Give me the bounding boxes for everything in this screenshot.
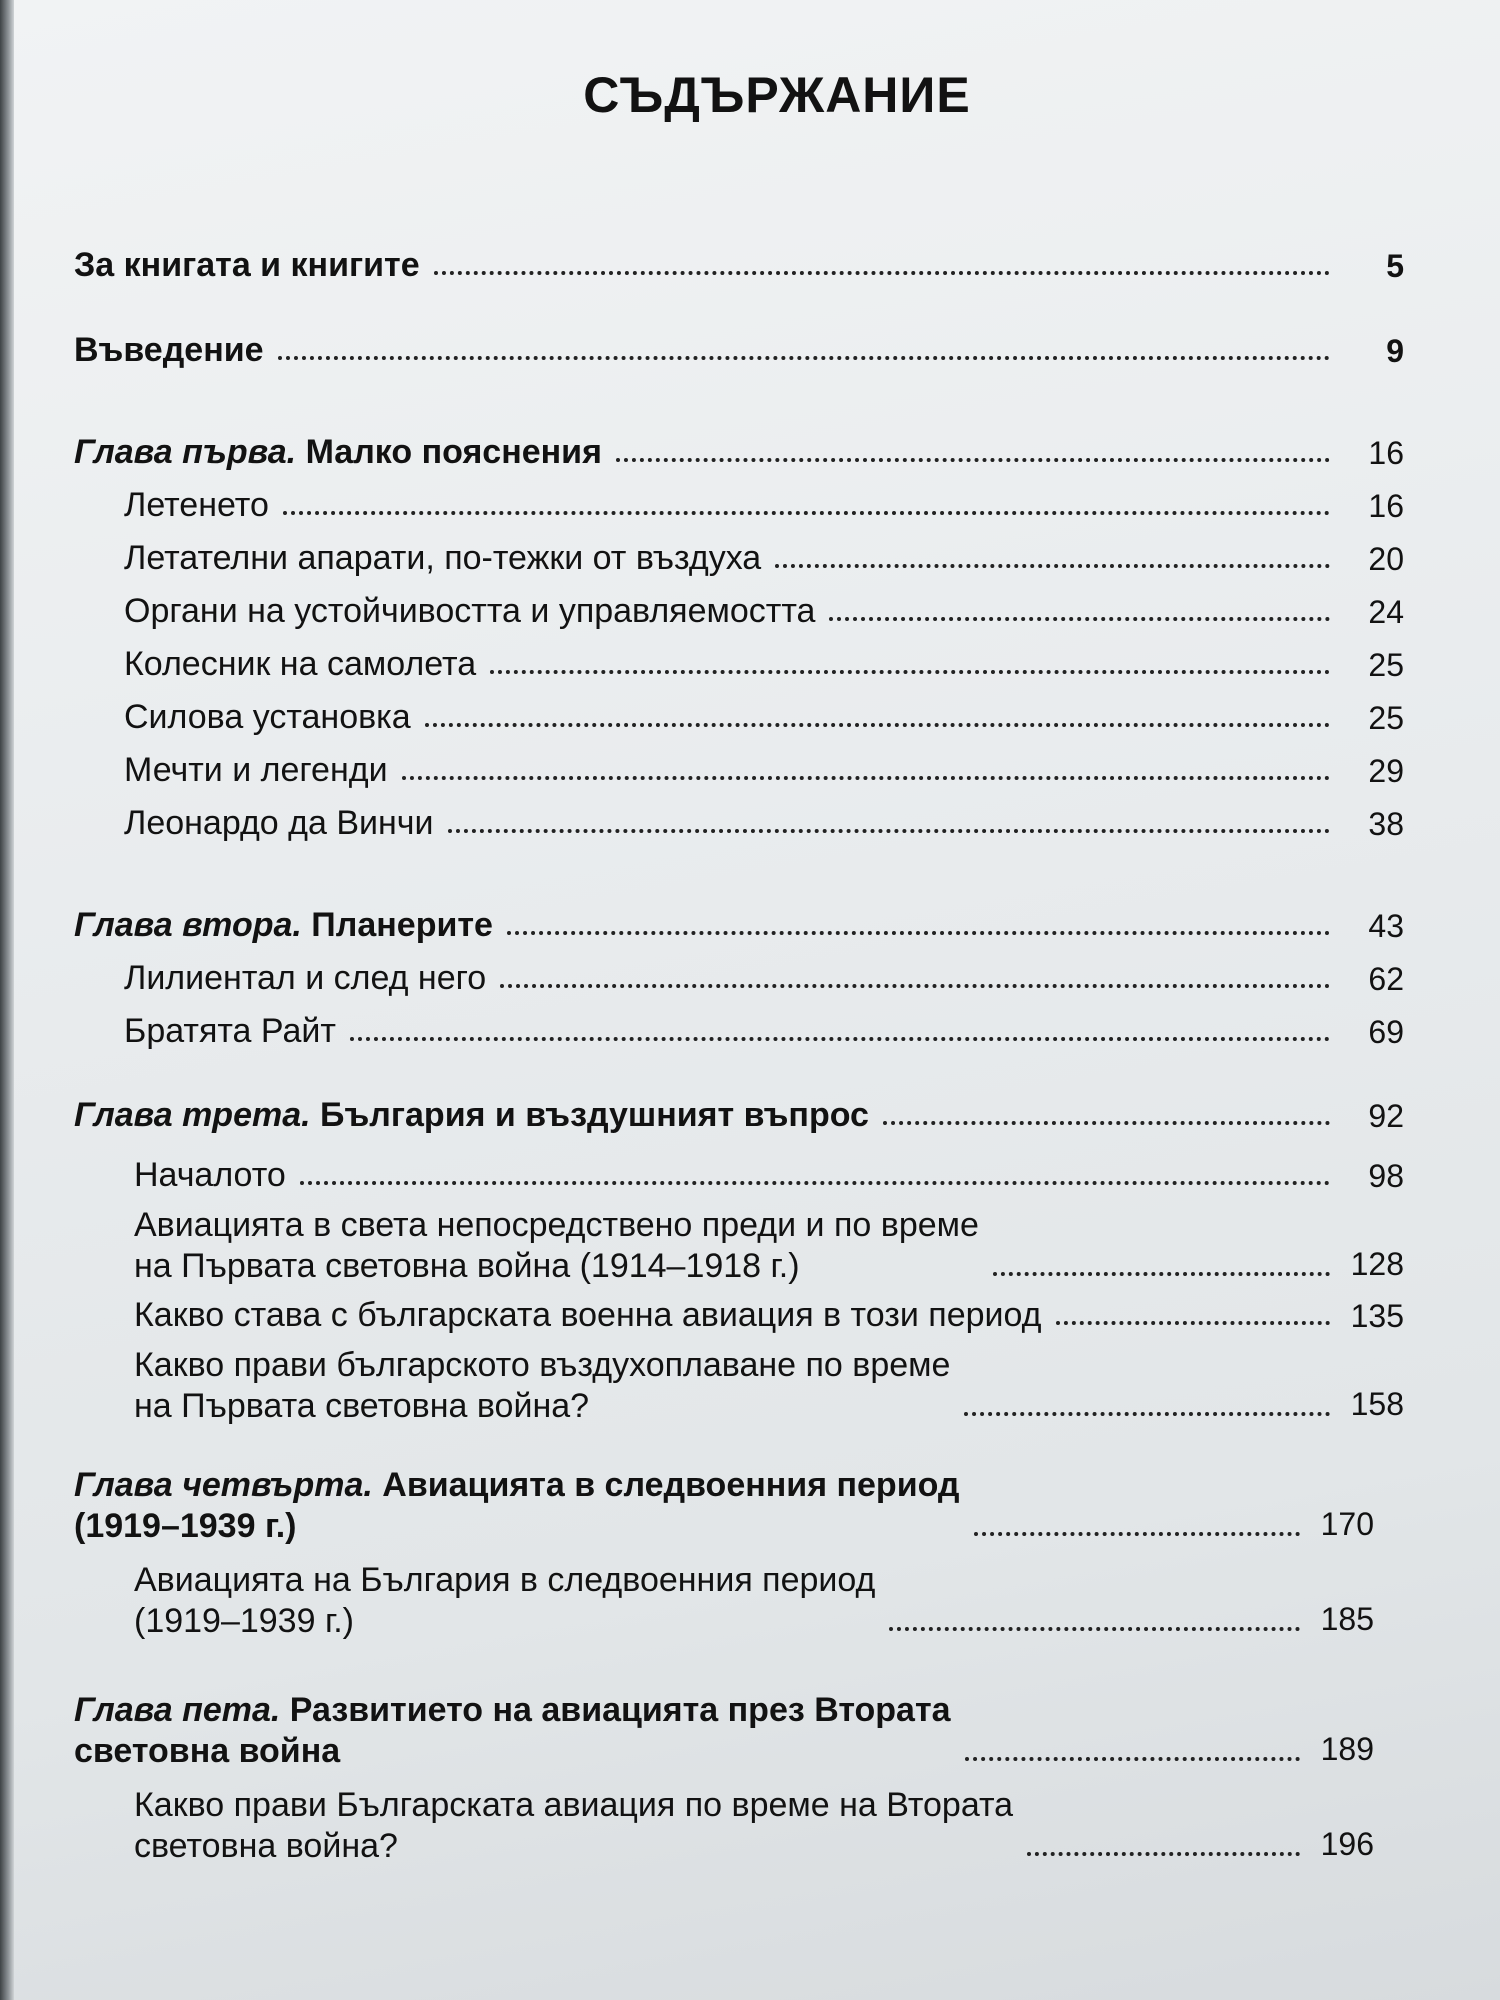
toc-page-number: 98 <box>1368 1158 1404 1195</box>
toc-item-line: Какво прави българското въздухоплаване по време <box>134 1346 951 1384</box>
page-title: СЪДЪРЖАНИЕ <box>583 67 971 123</box>
chapter-label: Глава пета. <box>74 1691 281 1729</box>
toc-item[interactable] <box>134 1560 1374 1642</box>
chapter-title: световна война <box>74 1731 341 1770</box>
toc-entry-about-book[interactable] <box>74 245 1404 286</box>
toc-item[interactable] <box>134 1295 1404 1336</box>
toc-item-line: световна война? <box>134 1826 398 1865</box>
chapter-heading <box>74 432 602 473</box>
toc-page-number: 29 <box>1368 753 1404 790</box>
toc-item-title: Братята Райт <box>124 1012 336 1050</box>
toc-chapter-2[interactable] <box>74 905 1404 946</box>
toc-item[interactable] <box>134 1155 1404 1196</box>
chapter-title: Планерите <box>311 906 493 944</box>
toc-chapter-4[interactable] <box>74 1465 1374 1547</box>
dot-leader <box>300 1181 1330 1185</box>
toc-page-number: 158 <box>1350 1386 1404 1422</box>
toc-item-title: Лилиентал и след него <box>124 959 487 997</box>
toc-item[interactable] <box>124 697 1404 738</box>
toc-chapter-1[interactable] <box>74 432 1404 473</box>
toc-item-title: Летенето <box>124 486 269 524</box>
toc-item-line: на Първата световна война (1914–1918 г.) <box>134 1246 800 1285</box>
chapter-title: България и въздушният въпрос <box>320 1096 869 1134</box>
toc-page-number: 135 <box>1350 1298 1404 1335</box>
dot-leader <box>507 931 1330 935</box>
toc-page-number: 25 <box>1368 647 1404 684</box>
toc-item-title <box>134 1205 979 1287</box>
toc-item-title <box>134 1785 1013 1867</box>
toc-item-title: Органи на устойчивостта и управляемостта <box>124 592 816 630</box>
toc-item-title: Какво става с българската военна авиация в този период <box>134 1296 1042 1334</box>
dot-leader <box>883 1121 1330 1125</box>
dot-leader <box>829 617 1330 621</box>
chapter-label: Глава втора. <box>74 906 302 944</box>
toc-item-title: Началото <box>134 1156 286 1194</box>
chapter-heading <box>74 1465 960 1547</box>
toc-page-number: 20 <box>1368 541 1404 578</box>
dot-leader <box>1027 1852 1300 1856</box>
toc-item-title <box>134 1345 950 1427</box>
toc-page-number: 16 <box>1368 435 1404 472</box>
toc-page-number: 170 <box>1320 1506 1374 1542</box>
dot-leader <box>402 776 1330 780</box>
toc-page-number: 69 <box>1368 1014 1404 1051</box>
toc-item-title: Силова установка <box>124 698 411 736</box>
toc-page-number: 38 <box>1368 806 1404 843</box>
toc-item-line: Какво прави Българската авиация по време на Втората <box>134 1786 1014 1824</box>
toc-page-number: 196 <box>1320 1826 1374 1862</box>
toc-item-line: (1919–1939 г.) <box>134 1601 354 1640</box>
dot-leader <box>616 458 1330 462</box>
toc-item[interactable] <box>124 750 1404 791</box>
chapter-label: Глава четвърта. <box>74 1466 373 1504</box>
chapter-title: Авиацията в следвоенния период <box>382 1466 960 1504</box>
toc-page-number: 62 <box>1368 961 1404 998</box>
toc-item-title: Леонардо да Винчи <box>124 804 434 842</box>
toc-item[interactable] <box>124 485 1404 526</box>
chapter-title: Развитието на авиацията през Втората <box>289 1691 951 1729</box>
chapter-heading <box>74 1095 869 1136</box>
toc-item-title <box>134 1560 875 1642</box>
toc-item-line: на Първата световна война? <box>134 1386 590 1425</box>
toc-page-number: 5 <box>1386 248 1404 285</box>
dot-leader <box>965 1757 1300 1761</box>
toc-item[interactable] <box>124 958 1404 999</box>
toc-entry-title: За книгата и книгите <box>74 246 420 284</box>
toc-page-number: 185 <box>1320 1601 1374 1637</box>
toc-chapter-5[interactable] <box>74 1690 1374 1772</box>
toc-chapter-3[interactable] <box>74 1095 1404 1136</box>
dot-leader <box>490 670 1330 674</box>
toc-page-number: 189 <box>1320 1731 1374 1767</box>
dot-leader <box>434 271 1330 275</box>
toc-item-title: Мечти и легенди <box>124 751 388 789</box>
toc-item-line: Авиацията на България в следвоенния период <box>134 1561 876 1599</box>
toc-item[interactable] <box>134 1785 1374 1867</box>
toc-item[interactable] <box>134 1345 1404 1427</box>
toc-page-number: 92 <box>1368 1098 1404 1135</box>
dot-leader <box>278 356 1330 360</box>
dot-leader <box>448 829 1331 833</box>
dot-leader <box>889 1627 1300 1631</box>
dot-leader <box>974 1532 1300 1536</box>
toc-page-number: 9 <box>1386 333 1404 370</box>
toc-item[interactable] <box>124 591 1404 632</box>
chapter-heading <box>74 1690 951 1772</box>
dot-leader <box>425 723 1330 727</box>
dot-leader <box>500 984 1330 988</box>
toc-item-title: Колесник на самолета <box>124 645 477 683</box>
book-page <box>14 0 1500 2000</box>
chapter-label: Глава първа. <box>74 433 297 471</box>
toc-item[interactable] <box>124 1011 1404 1052</box>
chapter-title: (1919–1939 г.) <box>74 1506 297 1545</box>
toc-entry-introduction[interactable] <box>74 330 1404 371</box>
chapter-title: Малко пояснения <box>305 433 602 471</box>
toc-item-line: Авиацията в света непосредствено преди и по време <box>134 1206 979 1244</box>
toc-page-number: 24 <box>1368 594 1404 631</box>
toc-page-number: 25 <box>1368 700 1404 737</box>
toc-item-title: Летателни апарати, по-тежки от въздуха <box>124 539 762 577</box>
toc-item[interactable] <box>134 1205 1404 1287</box>
book-spine-edge <box>0 0 14 2000</box>
toc-page-number: 128 <box>1350 1246 1404 1282</box>
dot-leader <box>964 1412 1330 1416</box>
chapter-label: Глава трета. <box>74 1096 311 1134</box>
toc-item[interactable] <box>124 538 1404 579</box>
toc-item[interactable] <box>124 803 1404 844</box>
dot-leader <box>283 511 1330 515</box>
dot-leader <box>993 1272 1330 1276</box>
toc-page-number: 43 <box>1368 908 1404 945</box>
toc-page-number: 16 <box>1368 488 1404 525</box>
toc-entry-title: Въведение <box>74 331 264 369</box>
dot-leader <box>775 564 1330 568</box>
dot-leader <box>350 1037 1330 1041</box>
chapter-heading <box>74 905 493 946</box>
dot-leader <box>1056 1321 1330 1325</box>
toc-item[interactable] <box>124 644 1404 685</box>
